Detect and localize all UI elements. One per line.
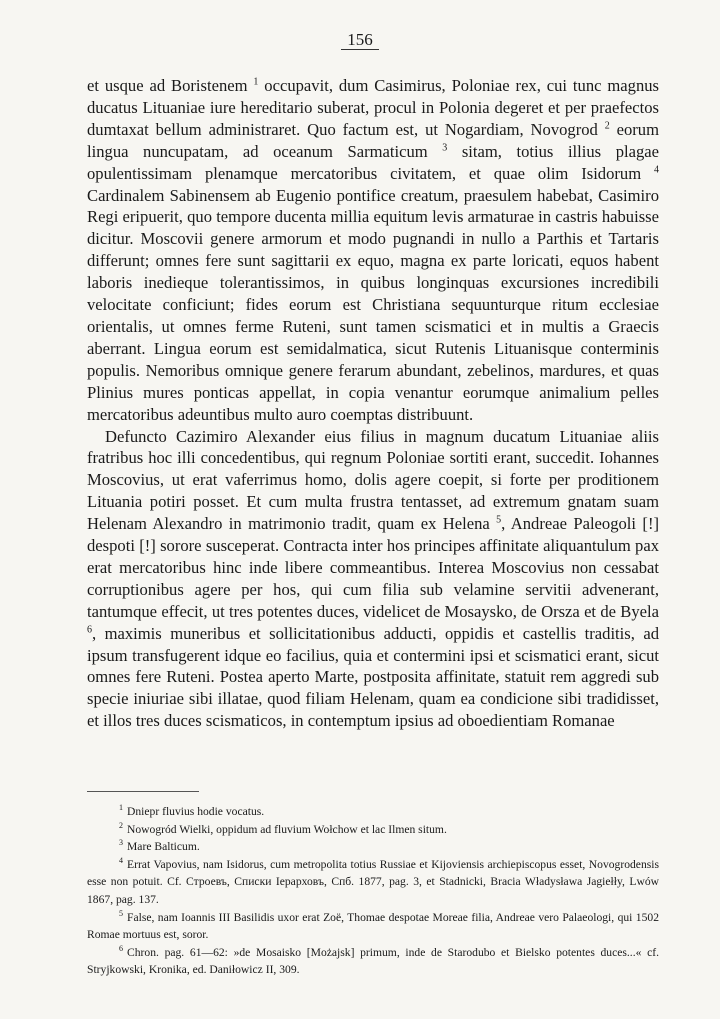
footnote-marker: 3: [442, 142, 448, 154]
footnote: [87, 803, 659, 821]
footnote-text: False, nam Ioannis III Basilidis uxor erat Zoë, Thomae despotae Moreae filia, Andreae vero Palaeologi, qui 1502 Romae mortuus est, soror.: [87, 910, 659, 942]
footnote-number: 5: [119, 908, 123, 918]
text-segment: et usque ad Boristenem: [87, 76, 254, 95]
footnote: [87, 909, 659, 944]
footnote-marker: 4: [654, 164, 659, 176]
footnote-text: Errat Vapovius, nam Isidorus, cum metropolita totius Russiae et Kijoviensis archiepiscopus esset, Novogrodensis esse non potuit. Cf. Строевъ, Списки Іерарховъ, Спб. 1877, pag. 3, et Stadnicki, Bracia Władysława Jagiełły, Lwów 1867, pag. 137.: [87, 857, 659, 906]
main-text: [87, 75, 659, 732]
footnote: [87, 944, 659, 979]
footnote-number: 4: [119, 855, 123, 865]
footnote-text: Nowogród Wielki, oppidum ad fluvium Wołchow et lac Ilmen situm.: [127, 822, 447, 836]
text-segment: sitam, totius illius plagae opulentissimam plenamque mercatoribus civitatem, et quae olim Isidorum: [87, 141, 660, 183]
footnote-text: Mare Balticum.: [127, 840, 200, 854]
footnote-marker: 6: [87, 624, 92, 636]
text-segment: Defuncto Cazimiro Alexander eius filius in magnum ducatum Lituaniae aliis fratribus hoc illi concedentibus, qui regnum Poloniae sortiti erant, succedit. Iohannes Moscovius, ut erat vaferrimus homo, dolis agere coepit, si forte per proditionem Lituania potiri posset. Et cum multa frustra tentasset, ad extremum gnatam suam Helenam Alexandro in matrimonio tradit, quam ex Helena: [87, 426, 659, 534]
text-segment: , Andreae Paleogoli [!] despoti [!] sorore susceperat. Contracta inter hos principes affinitate aliquantulum pax erat mercatoribus hinc inde libere commeantibus. Interea Moscovius non cessabat corruptionibus agere per hos, qui cum filia sub velamine servitii advenerant, tantumque effecit, ut tres potentes duces, videlicet de Mosaysko, de Orsza et de Byela: [87, 514, 659, 621]
footnote-divider: [87, 791, 199, 792]
footnote: [87, 821, 659, 839]
footnote: [87, 856, 659, 909]
text-segment: occupavit, dum Casimirus, Poloniae rex, cui tunc magnus ducatus Lituaniae iure hereditario suberat, procul in Polonia degeret et per praefectos dumtaxat bellum administraret. Quo factum est, ut Nogardiam, Novogrod: [87, 76, 660, 139]
footnote-marker: 2: [604, 120, 610, 132]
footnote-number: 3: [119, 838, 123, 848]
page-number-text: 156: [341, 30, 379, 50]
footnotes: [87, 803, 659, 979]
page-number: [0, 30, 720, 50]
footnote-text: Chron. pag. 61—62: »de Mosaisko [Możajsk] primum, inde de Starodubo et Bielsko potentes duces...« cf. Stryjkowski, Kronika, ed. Daniłowicz II, 309.: [87, 945, 659, 977]
footnote-marker: 1: [253, 76, 259, 88]
paragraph-2: [87, 426, 659, 733]
footnote-number: 2: [119, 820, 123, 830]
footnote-text: Dniepr fluvius hodie vocatus.: [127, 805, 265, 818]
text-segment: , maximis muneribus et sollicitationibus adducti, oppidis et castellis traditis, ad ipsum transfugerent idque eo facilius, quia et contermini ipsi et scismatici erant, sicut omnes fere Ruteni. Postea aperto Marte, postposita affinitate, statuit rem aggredi sub specie iniuriae sibi illatae, quod filiam Helenam, quam ea condicione sibi tradidisset, et illos tres duces scismaticos, in contemptum ipsius ad oboedientiam Romanae: [87, 623, 659, 731]
text-segment: Cardinalem Sabinensem ab Eugenio pontifice creatum, praesulem habebat, Casimiro Regi eripuerit, quo tempore ducenta millia equitum levis armaturae in castris habuisse dicitur. Moscovii genere armorum et modo pugnandi in nullo a Parthis et Tartaris differunt; omnes fere sunt sagittarii ex equo, magna ex parte loricati, equos habent laboris inedieque tolerantissimos, in quibus longinquas excursiones incredibili velocitate conficiunt; fides eorum est Christiana sequunturque ritum ecclesiae orientalis, ut omnes ferme Ruteni, sunt tamen scismatici et in multis a Graecis aberrant. Lingua eorum est semidalmatica, sicut Rutenis Lituanisque conterminis populis. Nemoribus omnique genere ferarum abundant, zebelinos, mardures, et quas Plinius mures ponticas appellat, in copia venantur eorumque animalium pelles mercatoribus adeuntibus multo auro coemptas distribuunt.: [87, 185, 659, 424]
text-segment: eorum lingua nuncupatam, ad oceanum Sarmaticum: [87, 119, 659, 161]
footnote-number: 6: [119, 943, 123, 953]
footnote-marker: 5: [496, 514, 502, 526]
footnote: [87, 838, 659, 856]
footnote-number: 1: [119, 803, 123, 813]
paragraph-1: [87, 75, 659, 426]
